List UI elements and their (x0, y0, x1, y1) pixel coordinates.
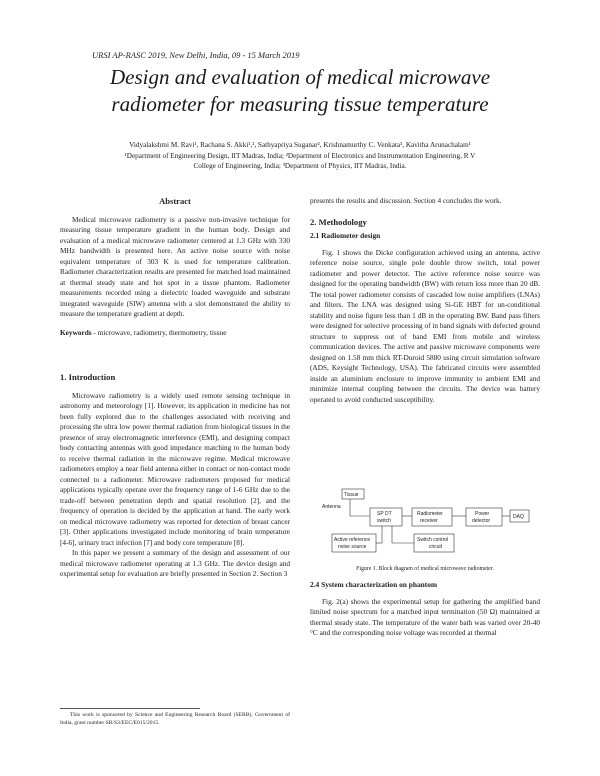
keywords-line (60, 328, 290, 339)
introduction-paragraph-1: Microwave radiometry is a widely used remote sensing technique in astronomy and meteorology [1]. However, its application in medicine has not been fully explored due to the challenges associated with receiving and processing the ultra low power thermal radiation from biological tissues in the presence of stray electromagnetic interference (EMI), and designing compact body contacting antennas with good impedance matching to the human body to receive thermal radiation in the microwave regime. Medical microwave radiometers employ a near field antenna either in contact or non-contact mode connected to a radiometer. Microwave radiometers proposed for medical applications typically operate over the frequency range of 1-6 GHz due to the trade-off between penetration depth and spatial resolution [2], and the frequency of operation is decided by the application at hand. The early work on medical microwave radiometry was reported for detection of breast cancer [3]. Other applications investigated include monitoring of brain temperature [4-6], urinary tract infection [7] and body core temperature [8]. (60, 390, 290, 547)
noise-source-label-1: Active reference (334, 537, 371, 543)
switch-control-label-2: circuit (429, 544, 443, 550)
footnote: This work is sponsored by Science and Engineering Research Board (SERB), Government of India, grant number SB/S3/EEC/E015/2015. (60, 712, 290, 726)
daq-label: DAQ (513, 514, 524, 520)
radiometer-design-heading: 2.1 Radiometer design (310, 231, 381, 240)
antenna-label: Antenna (322, 504, 341, 510)
switch-control-label-1: Switch control (417, 537, 449, 543)
switch-label-1: SP DT (377, 511, 392, 517)
abstract-text: Medical microwave radiometry is a passive non-invasive technique for measuring tissue temperature gradient in the human body. Design and evaluation of a medical microwave radiometer centered at 1.3 GHz with 330 MHz bandwidth is presented here. An active noise source with noise equivalent temperature of 303 K is used for temperature calibration. Radiometer characterization results are presented for matched load maintained at thermal steady state and hot spot in a tissue phantom. Radiometer measurements recorded using a dielectric loaded waveguide and substrate integrated waveguide (SIW) antenna with a slot demonstrated the ability to measure the temperature gradient at depth. (60, 214, 290, 318)
footnote-divider (60, 708, 200, 709)
methodology-heading: 2. Methodology (310, 216, 367, 227)
detector-label-1: Power (475, 511, 490, 517)
phantom-characterization-heading: 2.4 System characterization on phantom (310, 580, 438, 589)
figure-1-caption: Figure 1. Block diagram of medical microwave radiometer. (356, 566, 494, 572)
introduction-paragraph-2: In this paper we present a summary of the design and assessment of our medical microwave radiometer operating at 1.3 GHz. The device design and experimental setup for evaluation are briefly presented in Section 2. Section 3 (60, 548, 290, 578)
abstract-heading: Abstract (159, 196, 191, 206)
right-column-lower (310, 580, 540, 639)
receiver-label-2: receiver (420, 518, 438, 524)
section3-continuation: presents the results and discussion. Section 4 concludes the work. (310, 196, 502, 205)
author-block (70, 140, 530, 172)
conference-header: URSI AP-RASC 2019, New Delhi, India, 09 - 15 March 2019 (92, 50, 300, 60)
affiliation-line-2: College of Engineering, India; ³Department of Physics, IIT Madras, India. (193, 162, 407, 170)
radiometer-design-paragraph: Fig. 1 shows the Dicke configuration achieved using an antenna, active reference noise source, single pole double throw switch, total power radiometer and power detector. The active reference noise source was designed for the operating bandwidth (BW) with return loss more than 20 dB. The total power radiometer consists of cascaded low noise amplifiers (LNAs) and filters. The LNA was designed using Si-GE HBT for un-conditional stability and noise figure less than 1 dB in the operating BW. Band pass filters were designed for selective processing of in band signals with defected ground structure to suppress out of band EMI from mobile and wireless communication devices. The active and passive microwave components were designed on 1.58 mm thick RT-Duroid 5880 using circuit simulation software (ADS, Keysight Technology, USA). The fabricated circuits were assembled inside an aluminium enclosure to improve immunity to ambient EMI and minimize internal coupling between the circuits. The device was battery operated to avoid conducted susceptibility. (310, 247, 540, 404)
paper-title (60, 64, 540, 118)
title-line-2: radiometer for measuring tissue temperature (111, 92, 489, 116)
switch-label-2: switch (377, 518, 391, 524)
author-names: Vidyalakshmi M. Ravi¹, Rachana S. Akki¹,², Sathyapriya Suganar², Krishnamurthy C. Venkata³, Kavitha Arunachalam¹ (129, 141, 471, 149)
left-column (60, 196, 290, 580)
noise-source-label-2: noise source (338, 544, 367, 550)
right-column (310, 196, 540, 405)
keywords-label: Keywords (60, 327, 92, 337)
receiver-label-1: Radiometer (417, 511, 443, 517)
tissue-label: Tissue (344, 492, 359, 498)
block-diagram (320, 488, 530, 560)
affiliation-line-1: ¹Department of Engineering Design, IIT Madras, India; ²Department of Electronics and Instrumentation Engineering, R V (124, 151, 476, 160)
phantom-characterization-paragraph: Fig. 2(a) shows the experimental setup for gathering the amplified band limited noise spectrum for a matched input termination (50 Ω) maintained at thermal steady state. The temperature of the water bath was varied over 20-40 °C and the corresponding noise voltage was recorded at thermal (310, 596, 540, 637)
keywords-text: - microwave, radiometry, thermometry, tissue (91, 327, 227, 337)
detector-label-2: detector (472, 518, 491, 524)
title-line-1: Design and evaluation of medical microwave (109, 65, 491, 89)
introduction-heading: 1. Introduction (60, 372, 116, 382)
